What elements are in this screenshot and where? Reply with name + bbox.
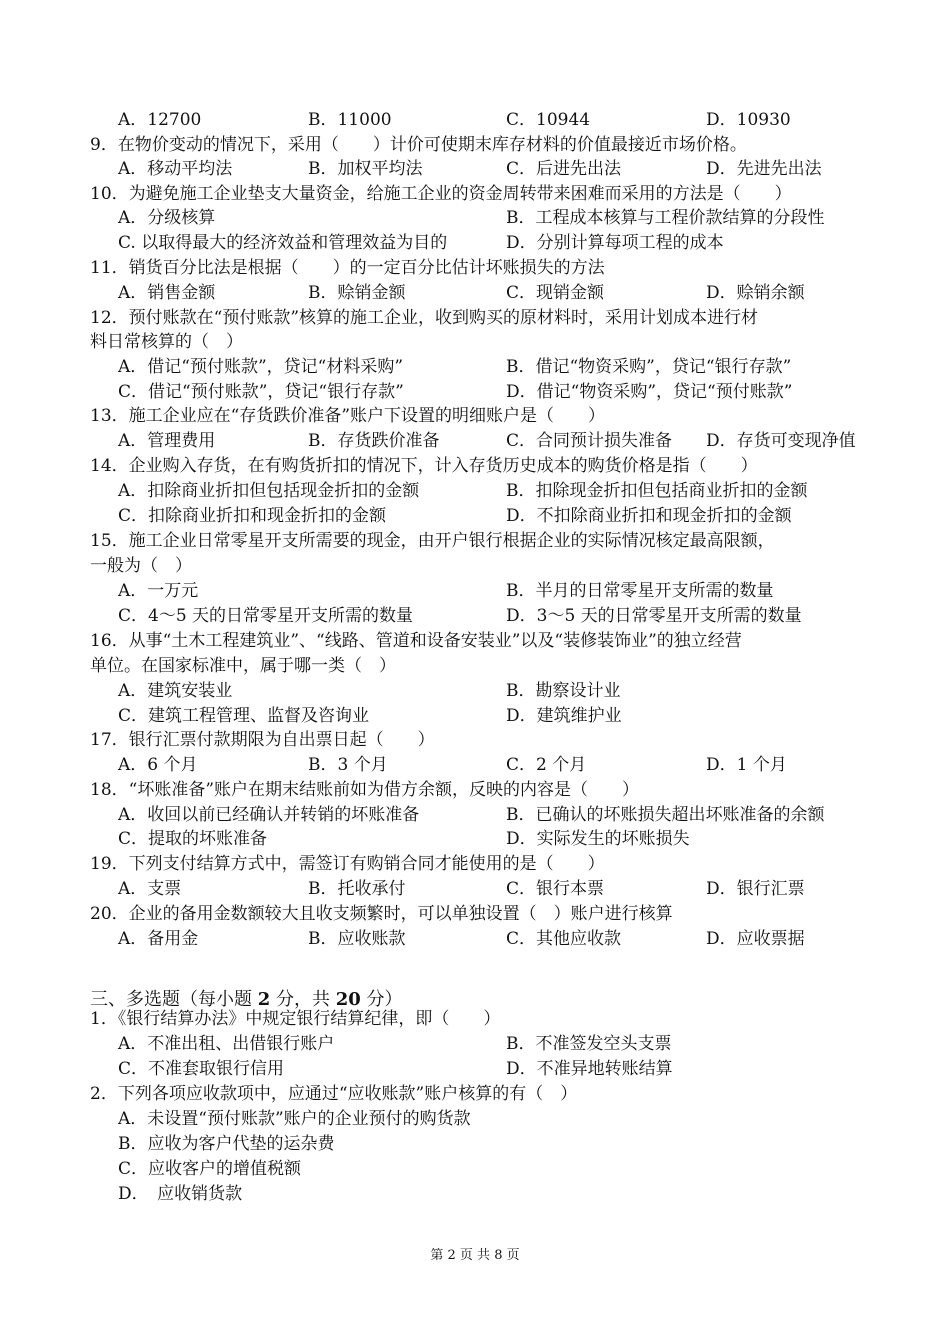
option-text: A．借记“预付账款”，贷记“材料采购”	[118, 357, 404, 377]
option-text: D．3～5 天的日常零星开支所需的数量	[506, 606, 802, 626]
option-text: B．应收账款	[308, 929, 406, 949]
option-text: C．后进先出法	[506, 159, 622, 179]
option-text: A．12700	[118, 110, 202, 130]
option-text: D．实际发生的坏账损失	[506, 829, 690, 849]
score-each: 2	[257, 989, 271, 1010]
option-text: A．一万元	[118, 581, 199, 601]
section-heading-mid: 分，共	[270, 989, 336, 1010]
option-text: B．工程成本核算与工程价款结算的分段性	[506, 208, 825, 228]
question-text: 单位。在国家标准中，属于哪一类（ ）	[90, 656, 396, 676]
page-footer: 第 2 页 共 8 页	[430, 1248, 520, 1263]
question-text: 19．下列支付结算方式中，需签订有购销合同才能使用的是（ ）	[90, 854, 605, 874]
option-text: A．支票	[118, 879, 182, 899]
option-text: D．1 个月	[706, 755, 787, 775]
option-text: C．合同预计损失准备	[506, 431, 673, 451]
option-text: B．借记“物资采购”，贷记“银行存款”	[506, 357, 792, 377]
option-text: A．扣除商业折扣但包括现金折扣的金额	[118, 481, 420, 501]
section-heading	[90, 988, 403, 1012]
option-text: D．建筑维护业	[506, 706, 622, 726]
option-text: C．提取的坏账准备	[118, 829, 268, 849]
option-text: C．银行本票	[506, 879, 605, 899]
option-text: B．存货跌价准备	[308, 431, 440, 451]
option-text: B．半月的日常零星开支所需的数量	[506, 581, 774, 601]
option-text: D．赊销余额	[706, 283, 805, 303]
question-text: 1．《银行结算办法》中规定银行结算纪律，即（ ）	[90, 1009, 501, 1029]
option-text: C．借记“预付账款”，贷记“银行存款”	[118, 382, 404, 402]
option-text: B．赊销金额	[308, 283, 406, 303]
option-text: D．不准异地转账结算	[506, 1059, 673, 1079]
option-text: B．扣除现金折扣但包括商业折扣的金额	[506, 481, 808, 501]
option-text: D．应收票据	[706, 929, 805, 949]
option-text: C．扣除商业折扣和现金折扣的金额	[118, 506, 387, 526]
option-text: B．应收为客户代垫的运杂费	[118, 1134, 335, 1154]
option-text: A．不准出租、出借银行账户	[118, 1034, 335, 1054]
option-text: A．管理费用	[118, 431, 216, 451]
option-text: D．10930	[706, 110, 791, 130]
option-text: B．托收承付	[308, 879, 406, 899]
option-text: A．分级核算	[118, 208, 216, 228]
option-text: B．勘察设计业	[506, 681, 621, 701]
option-text: D．不扣除商业折扣和现金折扣的金额	[506, 506, 792, 526]
option-text: B．3 个月	[308, 755, 388, 775]
option-text: A．移动平均法	[118, 159, 233, 179]
option-text: D．银行汇票	[706, 879, 805, 899]
option-text: C．建筑工程管理、监督及咨询业	[118, 706, 370, 726]
option-text: C．应收客户的增值税额	[118, 1159, 302, 1179]
option-text: B．加权平均法	[308, 159, 423, 179]
option-text: C．10944	[506, 110, 591, 130]
question-text: 12．预付账款在“预付账款”核算的施工企业，收到购买的原材料时，采用计划成本进行材	[90, 308, 759, 328]
question-text: 15．施工企业日常零星开支所需要的现金，由开户银行根据企业的实际情况核定最高限额，	[90, 531, 775, 551]
question-text: 14．企业购入存货，在有购货折扣的情况下，计入存货历史成本的购货价格是指（ ）	[90, 456, 758, 476]
option-text: A．备用金	[118, 929, 199, 949]
option-text: A．销售金额	[118, 283, 216, 303]
question-text: 10．为避免施工企业垫支大量资金，给施工企业的资金周转带来困难而采用的方法是（ ）	[90, 184, 792, 204]
option-text: A．建筑安装业	[118, 681, 233, 701]
question-text: 料日常核算的（ ）	[90, 332, 243, 352]
option-text: C．4～5 天的日常零星开支所需的数量	[118, 606, 414, 626]
question-text: 9．在物价变动的情况下，采用（ ）计价可使期末库存材料的价值最接近市场价格。	[90, 135, 747, 155]
option-text: C．2 个月	[506, 755, 587, 775]
option-text: D．存货可变现净值	[706, 431, 856, 451]
option-text: C. 以取得最大的经济效益和管理效益为目的	[118, 233, 448, 253]
question-text: 2．下列各项应收款项中，应通过“应收账款”账户核算的有（ ）	[90, 1084, 578, 1104]
question-text: 17．银行汇票付款期限为自出票日起（ ）	[90, 730, 435, 750]
option-text: A．6 个月	[118, 755, 198, 775]
option-text: C．现销金额	[506, 283, 605, 303]
section-heading-suffix: 分）	[360, 989, 403, 1010]
option-text: D．借记“物资采购”，贷记“预付账款”	[506, 382, 793, 402]
option-text: B．11000	[308, 110, 392, 130]
question-text: 11．销货百分比法是根据（ ）的一定百分比估计坏账损失的方法	[90, 258, 605, 278]
option-text: C．不准套取银行信用	[118, 1059, 285, 1079]
option-text: A．收回以前已经确认并转销的坏账准备	[118, 805, 420, 825]
question-text: 20．企业的备用金数额较大且收支频繁时，可以单独设置（ ）账户进行核算	[90, 904, 673, 924]
option-text: D． 应收销货款	[118, 1184, 243, 1204]
option-text: D．先进先出法	[706, 159, 822, 179]
option-text: B．不准签发空头支票	[506, 1034, 672, 1054]
option-text: C．其他应收款	[506, 929, 622, 949]
score-total: 20	[335, 989, 361, 1010]
question-text: 16．从事“土木工程建筑业”、“线路、管道和设备安装业”以及“装修装饰业”的独立经营	[90, 631, 742, 651]
option-text: A．未设置“预付账款”账户的企业预付的购货款	[118, 1109, 471, 1129]
option-text: B．已确认的坏账损失超出坏账准备的余额	[506, 805, 825, 825]
section-heading-prefix: 三、多选题（每小题	[90, 989, 258, 1010]
option-text: D．分别计算每项工程的成本	[506, 233, 724, 253]
question-text: 13．施工企业应在“存货跌价准备”账户下设置的明细账户是（ ）	[90, 406, 606, 426]
question-text: 一般为（ ）	[90, 556, 192, 576]
question-text: 18．“坏账准备”账户在期末结账前如为借方余额，反映的内容是（ ）	[90, 780, 640, 800]
